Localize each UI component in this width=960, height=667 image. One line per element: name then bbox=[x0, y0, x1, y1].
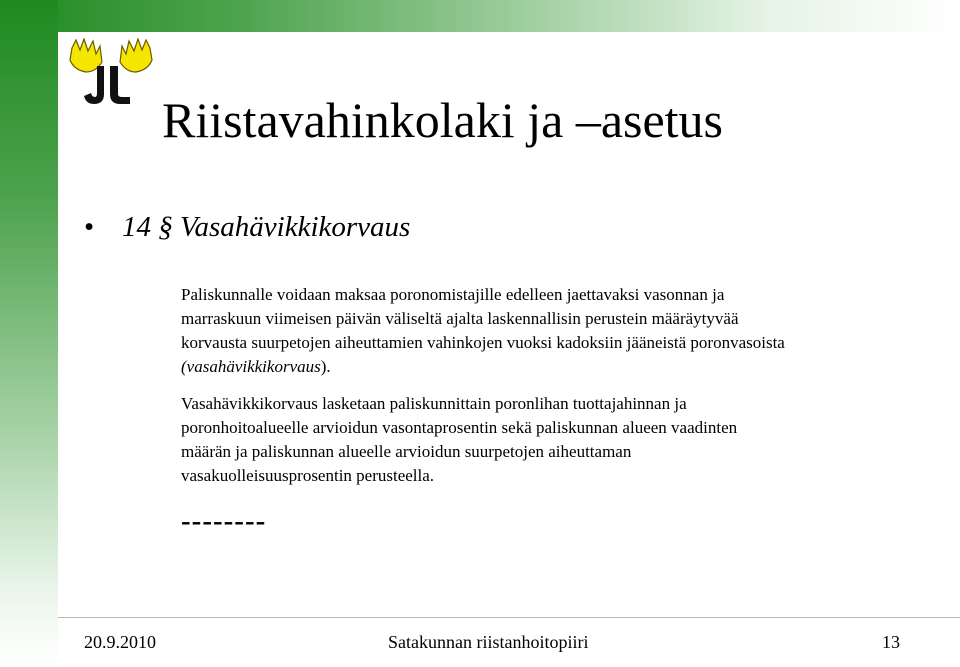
paragraph-1-line-3: korvausta suurpetojen aiheuttamien vahinkojen vuoksi kadoksiin jääneistä poronvasoista bbox=[181, 333, 785, 352]
paragraph-1-closing: ). bbox=[320, 357, 331, 376]
separator-dashes: -------- bbox=[181, 505, 267, 537]
paragraph-2-line-4: vasakuolleisuusprosentin perusteella. bbox=[181, 466, 435, 485]
background-gradient-left bbox=[0, 0, 58, 667]
footer-date: 20.9.2010 bbox=[84, 632, 156, 652]
footer-divider bbox=[58, 617, 960, 618]
paragraph-2-line-3: määrän ja paliskunnan alueelle arvioidun suurpetojen aiheuttaman bbox=[181, 442, 632, 461]
paragraph-1-line-1: Paliskunnalle voidaan maksaa poronomistajille edelleen jaettavaksi vasonnan ja bbox=[181, 285, 725, 304]
paragraph-1-line-4 bbox=[181, 355, 901, 379]
paragraph-2 bbox=[181, 392, 901, 488]
paragraph-1 bbox=[181, 283, 901, 379]
bullet-text: 14 § Vasahävikkikorvaus bbox=[122, 211, 411, 243]
footer-page-number: 13 bbox=[882, 632, 900, 652]
bullet-marker: • bbox=[84, 211, 95, 243]
paragraph-1-line-2: marraskuun viimeisen päivän väliseltä ajalta laskennallisin perustein määräytyvää bbox=[181, 309, 739, 328]
paragraph-1-term: (vasahävikkikorvaus bbox=[181, 357, 321, 376]
slide-title: Riistavahinkolaki ja –asetus bbox=[162, 92, 724, 148]
paragraph-2-line-1: Vasahävikkikorvaus lasketaan paliskunnittain poronlihan tuottajahinnan ja bbox=[181, 394, 687, 413]
paragraph-2-line-2: poronhoitoalueelle arvioidun vasontaprosentin sekä paliskunnan alueen vaadinten bbox=[181, 418, 738, 437]
moose-antler-logo-icon bbox=[66, 38, 156, 110]
footer-organization: Satakunnan riistanhoitopiiri bbox=[388, 632, 589, 652]
